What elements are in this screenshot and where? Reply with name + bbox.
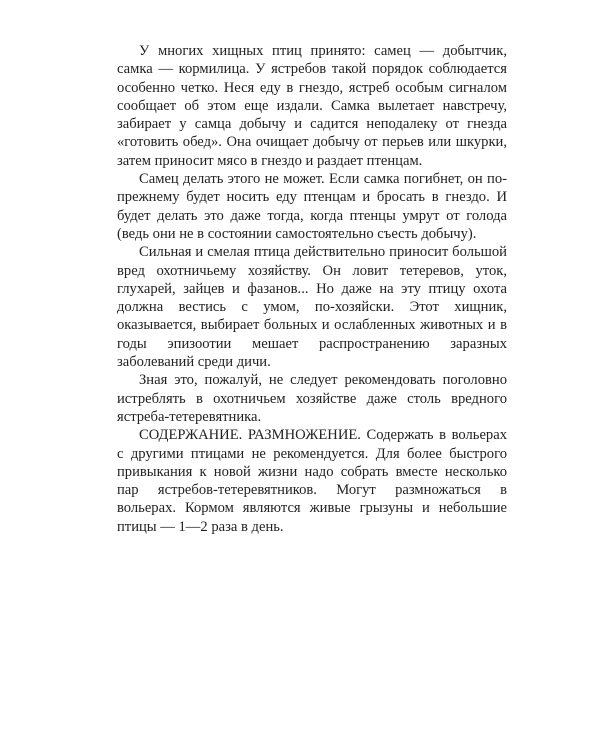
- paragraph-4: Зная это, пожалуй, не следует рекомендовать поголовно истреблять в охотничьем хозяйстве даже столь вредного ястреба-тетеревятника.: [117, 372, 507, 425]
- body-text: [117, 42, 507, 536]
- paragraph-1: У многих хищных птиц принято: самец — добытчик, самка — кормилица. У ястребов такой порядок соблюдается особенно четко. Неся еду в гнездо, ястреб особым сигналом сообщает об этом еще издали. Самка вылетает навстречу, забирает у самца добычу и садится неподалеку от гнезда «готовить обед». Она очищает добычу от перьев или шкурки, затем приносит мясо в гнездо и раздает птенцам.: [117, 43, 507, 169]
- paragraph-5: СОДЕРЖАНИЕ. РАЗМНОЖЕНИЕ. Содержать в вольерах с другими птицами не рекомендуется. Для более быстрого привыкания к новой жизни надо собрать вместе несколько пар ястребов-тетеревятников. Могут размножаться в вольерах. Кормом являются живые грызуны и небольшие птицы — 1—2 раза в день.: [117, 427, 507, 535]
- paragraph-2: Самец делать этого не может. Если самка погибнет, он по-прежнему будет носить еду птенцам и бросать в гнездо. И будет делать это даже тогда, когда птенцы умрут от голода (ведь они не в состоянии самостоятельно съесть добычу).: [117, 171, 507, 242]
- paragraph-3: Сильная и смелая птица действительно приносит большой вред охотничьему хозяйству. Он ловит тетеревов, уток, глухарей, зайцев и фазанов... Но даже на эту птицу охота должна вестись с умом, по-хозяйски. Этот хищник, оказывается, выбирает больных и ослабленных животных и в годы эпизоотии мешает распространению заразных заболеваний среди дичи.: [117, 244, 507, 371]
